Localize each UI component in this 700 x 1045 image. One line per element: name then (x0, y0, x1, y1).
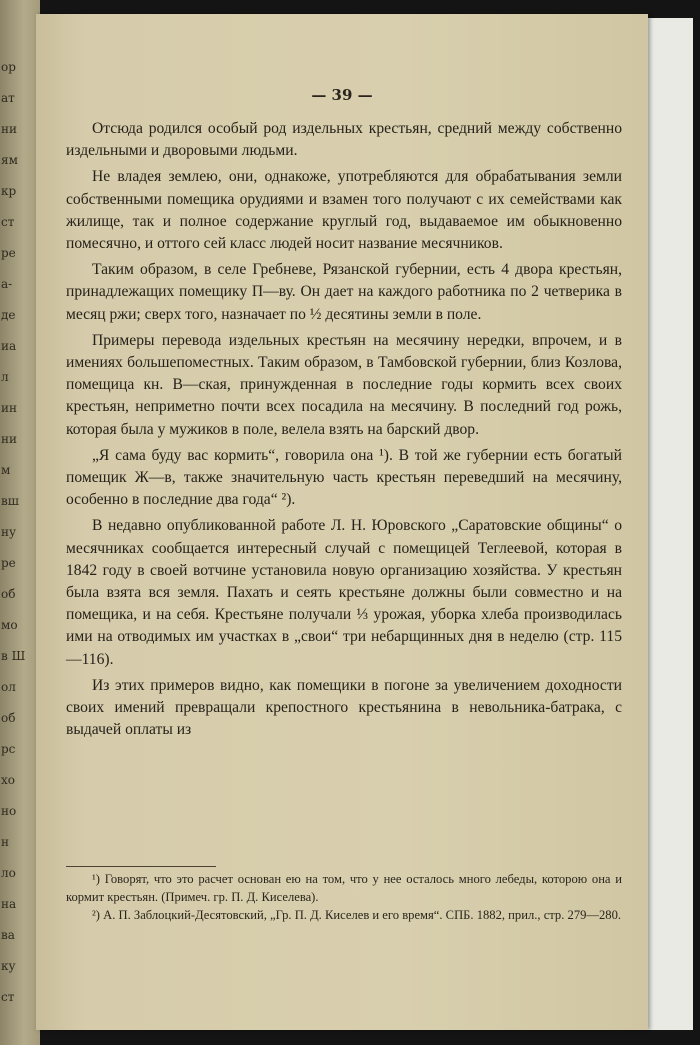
left-page-fragment: л (1, 370, 9, 384)
footnotes (66, 866, 622, 924)
left-page-fragment: об (1, 587, 16, 601)
left-page-fragment: ол (1, 680, 16, 694)
left-page-fragment: ни (1, 432, 17, 446)
left-page-fragment: ва (1, 928, 15, 942)
footnote-rule (66, 866, 216, 867)
left-page-fragment: ло (1, 866, 16, 880)
book-page (36, 14, 648, 1030)
left-page-fragment: н (1, 835, 9, 849)
left-page-fragment: но (1, 804, 17, 818)
footnote-2: ²) А. П. Заблоцкий-Десятовский, „Гр. П. Д. Киселев и его время“. СПБ. 1882, прил., стр. 279—280. (92, 908, 622, 922)
left-page-fragment: ку (1, 959, 16, 973)
left-page-fragment: рс (1, 742, 16, 756)
left-page-fragment: ст (1, 990, 15, 1004)
left-page-fragment: ин (1, 401, 17, 415)
adjacent-page-edge (0, 0, 40, 1045)
left-page-fragment: ат (1, 91, 15, 105)
paragraph-4: Примеры перевода издельных крестьян на месячину нередки, впрочем, и в имениях большепоместных. Таким образом, в Тамбовской губернии, близ Козлова, помещица кн. В—ская, принужденная в последние годы кормить всех своих крестьян, неприметно почти всех посадила на месячину. В последний год рожь, которая была у мужиков в поле, велела взять на барский двор. (66, 331, 622, 438)
page-number: — 39 — (311, 86, 373, 104)
paragraph-6: В недавно опубликованной работе Л. Н. Юровского „Саратовские общины“ о месячниках сообщается интересный случай с помещицей Теглеевой, которая в 1842 году в своей вотчине установила новую организацию хозяйства. У крестьян была взята вся земля. Пахать и сеять крестьяне должны были совместно и на помещика, и на себя. Крестьяне получали ⅓ урожая, уборка хлеба производилась ими на отводимых им участках в „свои“ три небарщинных дня в неделю (стр. 115—116). (66, 517, 622, 668)
left-page-fragment: ре (1, 246, 16, 260)
left-page-fragment: в Ш (1, 649, 26, 663)
paragraph-2: Не владея землею, они, однакоже, употребляются для обрабатывания земли собственными помещика орудиями и взамен того получают с их семействами как жилище, так и полное содержание круглый год, выдаваемое им обыкновенно помесячно, и оттого сей класс людей носит название месячников. (66, 168, 622, 253)
left-page-fragment: вш (1, 494, 19, 508)
left-page-fragment: мо (1, 618, 18, 632)
left-page-fragment: ст (1, 215, 15, 229)
left-page-fragment: иа (1, 339, 17, 353)
paragraph-7: Из этих примеров видно, как помещики в погоне за увеличением доходности своих имений превращали крепостного крестьянина в невольника-батрака, с выдачей оплаты из (66, 676, 622, 739)
left-page-fragment: хо (1, 773, 15, 787)
left-page-fragment: ям (1, 153, 18, 167)
left-page-fragment: ни (1, 122, 17, 136)
left-page-fragment: м (1, 463, 11, 477)
left-page-fragment: а- (1, 277, 13, 291)
left-page-fragment: ре (1, 556, 16, 570)
footnote-1: ¹) Говорят, что это расчет основан ею на том, что у нее осталось много лебеды, которою она и кормит крестьян. (Примеч. гр. П. Д. Киселева). (66, 872, 622, 904)
paragraph-1: Отсюда родился особый род издельных крестьян, средний между собственно издельными и дворовыми людьми. (66, 120, 622, 160)
paragraph-5: „Я сама буду вас кормить“, говорила она ¹). В той же губернии есть богатый помещик Ж—в, также значительную часть крестьян переведший на месячину, особенно в последние два года“ ²). (66, 446, 622, 509)
left-page-fragment: кр (1, 184, 17, 198)
paragraph-3: Таким образом, в селе Гребневе, Рязанской губернии, есть 4 двора крестьян, принадлежащих помещику П—ву. Он дает на каждого работника по 2 четверика в месяц ржи; сверх того, назначает по ½ десятины земли в поле. (66, 261, 622, 323)
left-page-fragment: де (1, 308, 16, 322)
left-page-fragment: ор (1, 60, 16, 74)
left-page-fragment: на (1, 897, 17, 911)
left-page-fragment: об (1, 711, 16, 725)
body-text (66, 118, 622, 745)
left-page-fragment: ну (1, 525, 17, 539)
